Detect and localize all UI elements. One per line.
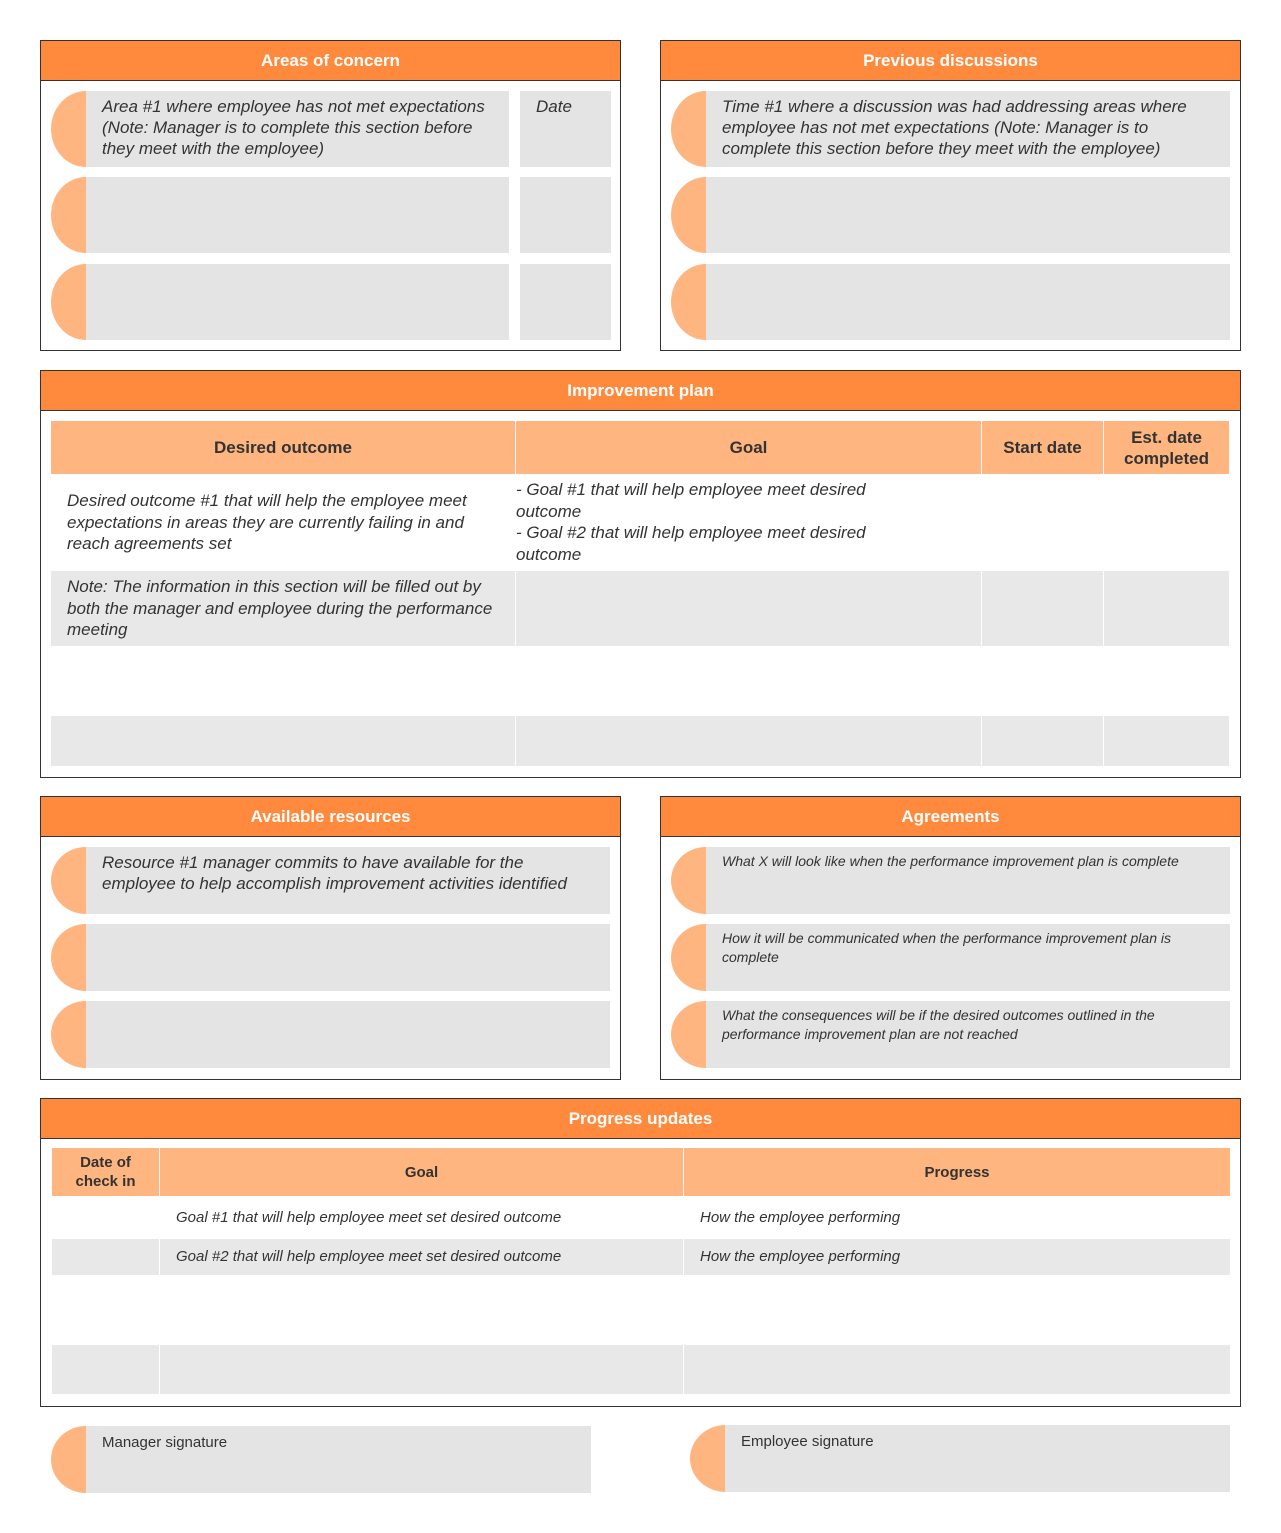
- bullet-tab: [690, 1425, 726, 1492]
- discussion-field-1[interactable]: Time #1 where a discussion was had addressing areas where employee has not met expectations (Note: Manager is to complete this section before they meet with the employee): [706, 91, 1230, 167]
- progress-goal-1[interactable]: Goal #1 that will help employee meet set desired outcome: [176, 1209, 562, 1226]
- discussion-field-2[interactable]: [706, 177, 1230, 253]
- date-field-1[interactable]: Date: [520, 91, 611, 167]
- bullet-tab: [51, 1426, 86, 1493]
- available-resources-title: Available resources: [41, 797, 620, 837]
- date-field-2[interactable]: [520, 177, 611, 253]
- resource-field-1[interactable]: Resource #1 manager commits to have available for the employee to help accomplish improvement activities identified: [86, 847, 610, 914]
- est-cell-4[interactable]: [1104, 716, 1229, 766]
- progress-status-2[interactable]: How the employee performing: [684, 1239, 1230, 1275]
- outcome-cell-4[interactable]: [51, 716, 515, 766]
- date-field-3[interactable]: [520, 264, 611, 340]
- goal-cell-2[interactable]: [516, 571, 981, 646]
- manager-signature-field[interactable]: Manager signature: [86, 1426, 591, 1493]
- agreement-field-2[interactable]: How it will be communicated when the performance improvement plan is complete: [706, 924, 1230, 991]
- goal-line-2: - Goal #2 that will help employee meet desired outcome: [516, 523, 866, 564]
- goal-cell-4[interactable]: [516, 716, 981, 766]
- start-cell-2[interactable]: [982, 571, 1103, 646]
- progress-updates-title: Progress updates: [41, 1099, 1240, 1139]
- employee-signature-field[interactable]: Employee signature: [725, 1425, 1230, 1492]
- discussion-field-3[interactable]: [706, 264, 1230, 340]
- agreement-field-3[interactable]: What the consequences will be if the desired outcomes outlined in the performance improvement plan are not reached: [706, 1001, 1230, 1068]
- progress-date-4[interactable]: [52, 1345, 159, 1394]
- areas-of-concern-title: Areas of concern: [41, 41, 620, 81]
- agreements-title: Agreements: [661, 797, 1240, 837]
- col-goal: Goal: [160, 1148, 683, 1196]
- agreement-field-1[interactable]: What X will look like when the performance improvement plan is complete: [706, 847, 1230, 914]
- col-start-date: Start date: [982, 421, 1103, 474]
- col-desired-outcome: Desired outcome: [51, 421, 515, 474]
- area-field-2[interactable]: [86, 177, 509, 253]
- col-progress: Progress: [684, 1148, 1230, 1196]
- progress-status-4[interactable]: [684, 1345, 1230, 1394]
- col-est-date-completed: Est. date completed: [1104, 421, 1229, 474]
- progress-goal-2[interactable]: Goal #2 that will help employee meet set desired outcome: [160, 1239, 683, 1275]
- area-field-1[interactable]: Area #1 where employee has not met expectations (Note: Manager is to complete this section before they meet with the employee): [86, 91, 509, 167]
- start-cell-4[interactable]: [982, 716, 1103, 766]
- col-date-of-check-in: Date of check in: [52, 1148, 159, 1196]
- outcome-cell-2[interactable]: Note: The information in this section will be filled out by both the manager and employee during the performance meeting: [51, 571, 515, 646]
- resource-field-2[interactable]: [86, 924, 610, 991]
- progress-status-1[interactable]: How the employee performing: [700, 1209, 901, 1226]
- resource-field-3[interactable]: [86, 1001, 610, 1068]
- goal-line-1: - Goal #1 that will help employee meet desired outcome: [516, 480, 866, 521]
- goal-cell-1[interactable]: [516, 479, 916, 565]
- progress-date-2[interactable]: [52, 1239, 159, 1275]
- est-cell-2[interactable]: [1104, 571, 1229, 646]
- area-field-3[interactable]: [86, 264, 509, 340]
- progress-goal-4[interactable]: [160, 1345, 683, 1394]
- outcome-cell-1[interactable]: Desired outcome #1 that will help the employee meet expectations in areas they are currently failing in and reach agreements set: [67, 491, 467, 553]
- improvement-plan-title: Improvement plan: [41, 371, 1240, 411]
- previous-discussions-title: Previous discussions: [661, 41, 1240, 81]
- col-goal: Goal: [516, 421, 981, 474]
